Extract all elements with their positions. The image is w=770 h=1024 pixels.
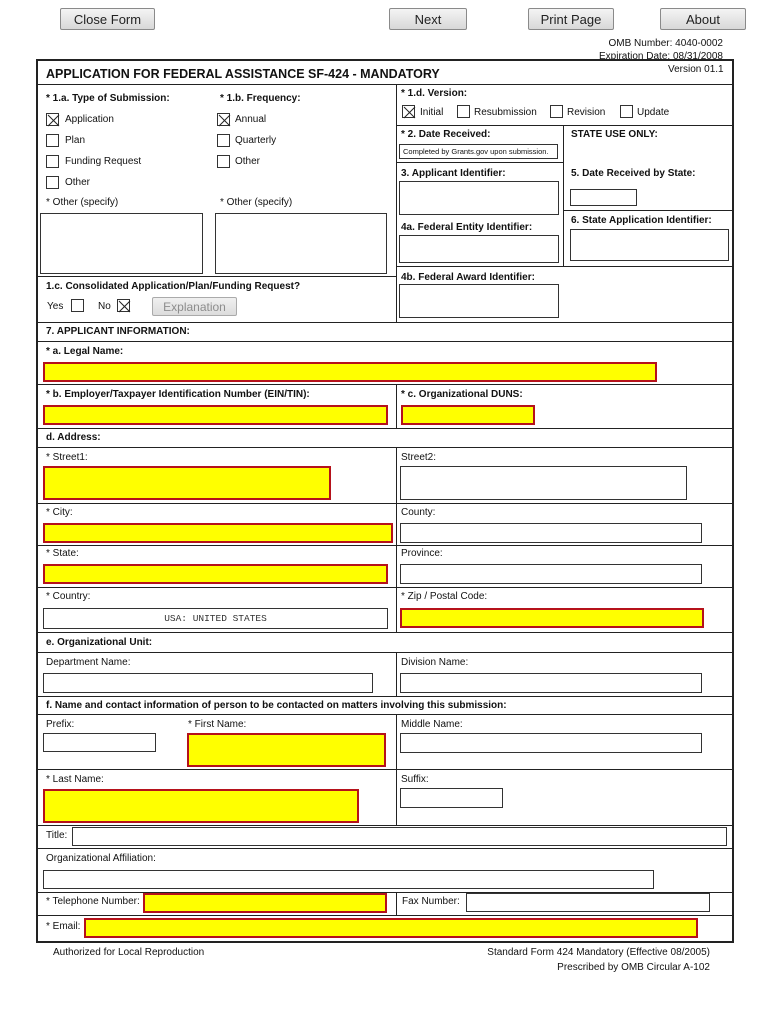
version-option-label: Update (637, 107, 670, 118)
prefix-input[interactable] (43, 733, 156, 752)
province-input[interactable] (400, 564, 702, 584)
email-label: * Email: (46, 921, 81, 932)
version-number: Version 01.1 (668, 64, 724, 75)
divider (36, 769, 734, 770)
consolidated-no-label: No (98, 301, 111, 312)
submission-option-label: Other (65, 177, 91, 188)
divider (36, 428, 734, 429)
department-name-input[interactable] (43, 673, 373, 693)
submission-other-label: * Other (specify) (46, 197, 119, 208)
frequency-other-input[interactable] (215, 213, 387, 274)
submission-funding-request-checkbox[interactable] (46, 155, 59, 168)
first-name-input[interactable] (187, 733, 386, 767)
version-revision-checkbox[interactable] (550, 105, 563, 118)
divider (36, 341, 734, 342)
province-label: Province: (401, 548, 443, 559)
divider (36, 915, 734, 916)
street2-input[interactable] (400, 466, 687, 500)
version-option-label: Resubmission (474, 107, 537, 118)
submission-option-label: Application (65, 114, 114, 125)
state-application-identifier-label: 6. State Application Identifier: (571, 215, 712, 226)
consolidated-no-checkbox[interactable] (117, 299, 130, 312)
applicant-information-heading: 7. APPLICANT INFORMATION: (46, 326, 190, 337)
frequency-option-label: Other (235, 156, 261, 167)
federal-award-identifier-input[interactable] (399, 284, 559, 318)
division-name-label: Division Name: (401, 657, 469, 668)
submission-other-checkbox[interactable] (46, 176, 59, 189)
street2-label: Street2: (401, 452, 437, 463)
print-page-button[interactable]: Print Page (528, 8, 614, 30)
organizational-affiliation-input[interactable] (43, 870, 654, 889)
county-input[interactable] (400, 523, 702, 543)
zip-code-label: * Zip / Postal Code: (401, 591, 488, 602)
street1-label: * Street1: (46, 452, 88, 463)
consolidated-yes-checkbox[interactable] (71, 299, 84, 312)
submission-type-label: * 1.a. Type of Submission: (46, 93, 170, 104)
zip-code-input[interactable] (400, 608, 704, 628)
divider (36, 384, 734, 385)
federal-award-identifier-label: 4b. Federal Award Identifier: (401, 272, 535, 283)
telephone-input[interactable] (143, 893, 387, 913)
legal-name-input[interactable] (43, 362, 657, 382)
fax-number-input[interactable] (466, 893, 710, 912)
date-received-field: Completed by Grants.gov upon submission. (399, 144, 558, 159)
divider (36, 825, 734, 826)
version-resubmission-checkbox[interactable] (457, 105, 470, 118)
state-input[interactable] (43, 564, 388, 584)
country-select[interactable]: USA: UNITED STATES (43, 608, 388, 629)
divider (36, 587, 734, 588)
form-title: APPLICATION FOR FEDERAL ASSISTANCE SF-424 - MANDATORY (46, 67, 440, 81)
last-name-label: * Last Name: (46, 774, 104, 785)
frequency-other-checkbox[interactable] (217, 155, 230, 168)
legal-name-label: * a. Legal Name: (46, 346, 124, 357)
title-label: Title: (46, 830, 68, 841)
divider (36, 632, 734, 633)
date-received-label: * 2. Date Received: (401, 129, 491, 140)
divider (396, 447, 397, 632)
submission-plan-checkbox[interactable] (46, 134, 59, 147)
version-option-label: Initial (420, 107, 444, 118)
federal-entity-identifier-input[interactable] (399, 235, 559, 263)
divider (396, 384, 397, 428)
divider (36, 503, 734, 504)
first-name-label: * First Name: (188, 719, 247, 730)
address-heading: d. Address: (46, 432, 101, 443)
divider (563, 210, 734, 211)
divider (396, 162, 563, 163)
checkmark-x-icon (118, 300, 131, 313)
city-label: * City: (46, 507, 73, 518)
middle-name-input[interactable] (400, 733, 702, 753)
street1-input[interactable] (43, 466, 331, 500)
submission-other-input[interactable] (40, 213, 203, 274)
date-received-by-state-input[interactable] (570, 189, 637, 206)
title-input[interactable] (72, 827, 727, 846)
frequency-option-label: Annual (235, 114, 267, 125)
middle-name-label: Middle Name: (401, 719, 463, 730)
version-label: * 1.d. Version: (401, 88, 468, 99)
submission-application-checkbox[interactable] (46, 113, 59, 126)
divider (36, 652, 734, 653)
state-use-only-label: STATE USE ONLY: (571, 129, 658, 140)
frequency-label: * 1.b. Frequency: (220, 93, 301, 104)
divider (36, 276, 396, 277)
date-received-by-state-label: 5. Date Received by State: (571, 168, 696, 179)
frequency-annual-checkbox[interactable] (217, 113, 230, 126)
duns-input[interactable] (401, 405, 535, 425)
frequency-other-label: * Other (specify) (220, 197, 293, 208)
explanation-button[interactable]: Explanation (152, 297, 237, 316)
organizational-unit-heading: e. Organizational Unit: (46, 637, 153, 648)
suffix-label: Suffix: (401, 774, 429, 785)
last-name-input[interactable] (43, 789, 359, 823)
divider (563, 125, 564, 266)
divider (36, 714, 734, 715)
divider (36, 696, 734, 697)
state-application-identifier-input[interactable] (570, 229, 729, 261)
prefix-label: Prefix: (46, 719, 75, 730)
submission-option-label: Funding Request (65, 156, 142, 167)
department-name-label: Department Name: (46, 657, 131, 668)
footer-prescribed: Prescribed by OMB Circular A-102 (557, 962, 710, 973)
organizational-affiliation-label: Organizational Affiliation: (46, 853, 156, 864)
checkmark-x-icon (218, 114, 231, 127)
about-button[interactable]: About (660, 8, 746, 30)
expiration-date: Expiration Date: 08/31/2008 (599, 51, 723, 62)
telephone-label: * Telephone Number: (46, 896, 140, 907)
next-button[interactable]: Next (389, 8, 467, 30)
duns-label: * c. Organizational DUNS: (401, 389, 523, 400)
version-initial-checkbox[interactable] (402, 105, 415, 118)
version-update-checkbox[interactable] (620, 105, 633, 118)
divider (396, 266, 734, 267)
divider (36, 848, 734, 849)
city-input[interactable] (43, 523, 393, 543)
ein-label: * b. Employer/Taxpayer Identification Number (EIN/TIN): (46, 389, 310, 400)
footer-standard-form: Standard Form 424 Mandatory (Effective 08/2005) (487, 947, 710, 958)
divider (36, 447, 734, 448)
divider (36, 545, 734, 546)
checkmark-x-icon (403, 106, 416, 119)
county-label: County: (401, 507, 436, 518)
omb-number: OMB Number: 4040-0002 (608, 38, 723, 49)
federal-entity-identifier-label: 4a. Federal Entity Identifier: (401, 222, 533, 233)
email-input[interactable] (84, 918, 698, 938)
checkmark-x-icon (47, 114, 60, 127)
frequency-quarterly-checkbox[interactable] (217, 134, 230, 147)
submission-option-label: Plan (65, 135, 86, 146)
suffix-input[interactable] (400, 788, 503, 808)
frequency-option-label: Quarterly (235, 135, 277, 146)
fax-number-label: Fax Number: (402, 896, 460, 907)
footer-authorized: Authorized for Local Reproduction (53, 947, 205, 958)
country-label: * Country: (46, 591, 91, 602)
consolidated-yes-label: Yes (47, 301, 64, 312)
division-name-input[interactable] (400, 673, 702, 693)
close-form-button[interactable]: Close Form (60, 8, 155, 30)
divider (396, 84, 397, 322)
divider (36, 322, 734, 323)
state-label: * State: (46, 548, 79, 559)
contact-heading: f. Name and contact information of person to be contacted on matters involving this submission: (46, 700, 507, 711)
version-option-label: Revision (567, 107, 606, 118)
divider (36, 84, 734, 85)
applicant-identifier-label: 3. Applicant Identifier: (401, 168, 506, 179)
ein-input[interactable] (43, 405, 388, 425)
applicant-identifier-input[interactable] (399, 181, 559, 215)
consolidated-application-label: 1.c. Consolidated Application/Plan/Funding Request? (46, 281, 301, 292)
divider (396, 652, 397, 696)
divider (396, 892, 397, 916)
divider (396, 125, 734, 126)
